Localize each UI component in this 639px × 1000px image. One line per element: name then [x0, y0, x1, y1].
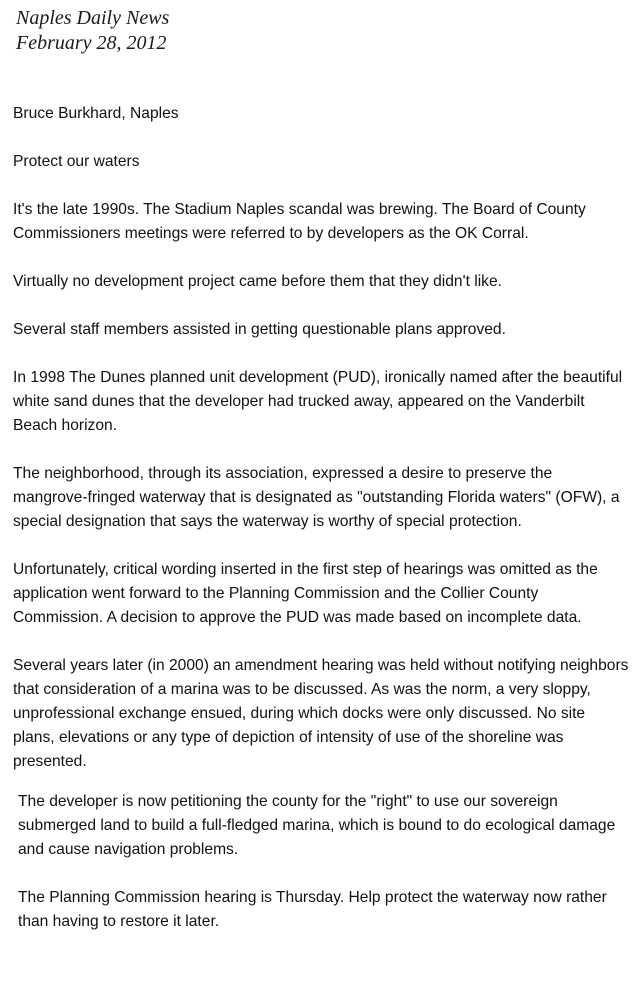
letter-paragraph: The developer is now petitioning the county for the "right" to use our sovereign submerged land to build a full-fledged marina, which is bound to do ecological damage and cause navigation problems. — [18, 793, 616, 858]
letter-author: Bruce Burkhard, Naples — [13, 105, 179, 122]
letter-paragraph: Unfortunately, critical wording inserted in the first step of hearings was omitted as the application went forward to the Planning Commission and the Collier County Commission. A decision to approve the PUD was made based on incomplete data. — [13, 561, 598, 626]
publication-name: Naples Daily News — [16, 7, 170, 29]
letter-body — [13, 102, 631, 798]
letter-headline: Protect our waters — [13, 153, 140, 170]
letter-paragraph: The Planning Commission hearing is Thursday. Help protect the waterway now rather than having to restore it later. — [18, 889, 607, 930]
letter-continuation — [18, 790, 631, 958]
letter-paragraph: Virtually no development project came before them that they didn't like. — [13, 273, 502, 290]
letter-paragraph: Several staff members assisted in getting questionable plans approved. — [13, 321, 506, 338]
letter-paragraph: In 1998 The Dunes planned unit development (PUD), ironically named after the beautiful white sand dunes that the developer had trucked away, appeared on the Vanderbilt Beach horizon. — [13, 369, 623, 434]
letter-paragraph: It's the late 1990s. The Stadium Naples scandal was brewing. The Board of County Commissioners meetings were referred to by developers as the OK Corral. — [13, 201, 586, 242]
letter-paragraph: The neighborhood, through its association, expressed a desire to preserve the mangrove-fringed waterway that is designated as "outstanding Florida waters" (OFW), a special designation that says the waterway is worthy of special protection. — [13, 465, 620, 530]
publication-date: February 28, 2012 — [16, 32, 167, 54]
masthead — [16, 6, 169, 56]
letter-paragraph: Several years later (in 2000) an amendment hearing was held without notifying neighbors that consideration of a marina was to be discussed. As was the norm, a very sloppy, unprofessional exchange ensued, during which docks were only discussed. No site plans, elevations or any type of depiction of intensity of use of the shoreline was presented. — [13, 657, 629, 770]
